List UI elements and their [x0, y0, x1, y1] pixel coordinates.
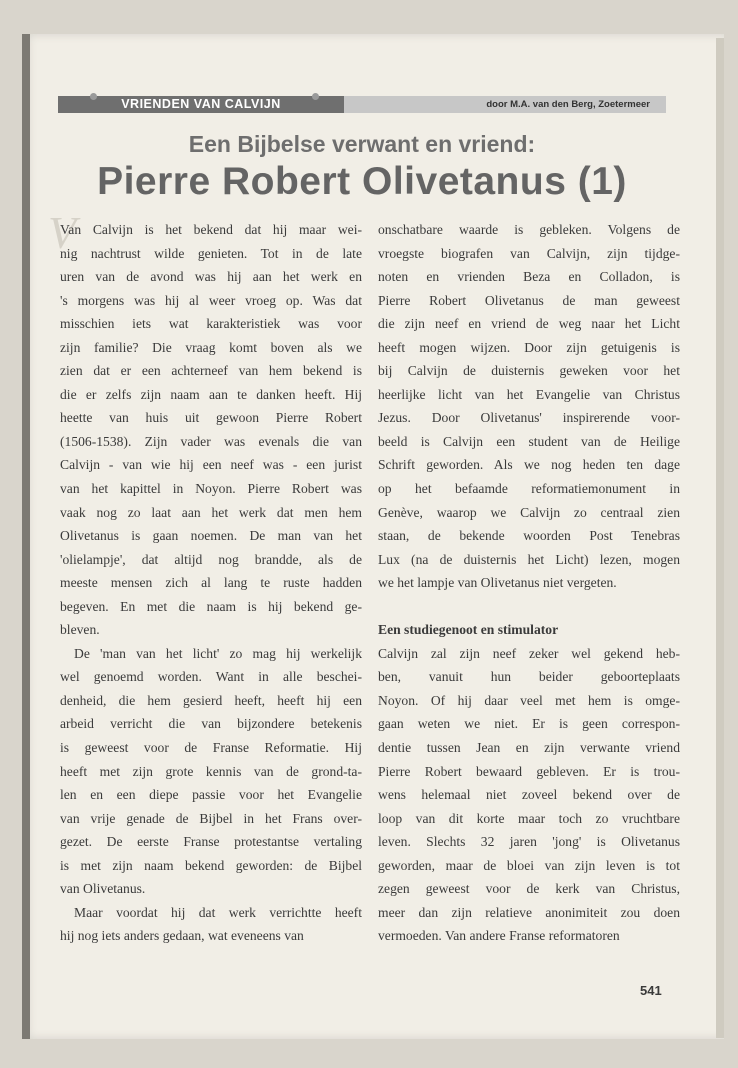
text-line: Maar voordat hij dat werk verrichtte heeft: [74, 904, 362, 920]
article-subtitle: Een Bijbelse verwant en vriend:: [188, 131, 536, 157]
text-line: uren van de avond was hij aan het werk en: [60, 269, 362, 285]
text-line: zijn familie? Die vraag komt boven als we: [60, 339, 362, 355]
text-line: heeft met zijn grote kennis van de grond-ta-: [60, 763, 362, 779]
text-line: vroegste biografen van Calvijn, zijn tijdge-: [378, 245, 680, 261]
text-line: begeven. En met die naam is hij bekend ge-: [60, 598, 362, 614]
text-line: [378, 595, 680, 619]
text-line: ben, vanuit hun beider geboorteplaats: [378, 669, 680, 685]
text-line: noten en vrienden Beza en Colladon, is: [378, 269, 680, 285]
text-line: Genève, waarop we Calvijn zo centraal zien: [378, 504, 680, 520]
text-line: Lux (na de duisternis het Licht) lezen, mogen: [378, 551, 680, 567]
text-line: bij Calvijn de duisternis geweken voor het: [378, 363, 680, 379]
text-line: heeft mogen wijzen. Door zijn getuigenis is: [378, 339, 680, 355]
text-line: gezet. De eerste Franse protestantse vertaling: [60, 834, 362, 850]
text-line: Noyon. Of hij daar veel met hem is omge-: [378, 692, 680, 708]
text-line: Pierre Robert Olivetanus de man geweest: [378, 292, 680, 308]
text-line: Calvijn - van wie hij een neef was - een jurist: [60, 457, 362, 473]
text-line: is geweest voor de Franse Reformatie. Hij: [60, 740, 362, 756]
text-line: bleven.: [60, 622, 100, 638]
text-line: Calvijn zal zijn neef zeker wel gekend heb-: [378, 645, 680, 661]
text-line: Olivetanus is gaan noemen. De man van het: [60, 528, 362, 544]
text-line: we het lampje van Olivetanus niet vergeten.: [378, 575, 617, 591]
text-line: onschatbare waarde is gebleken. Volgens de: [378, 222, 680, 237]
bullet-icon: [90, 93, 97, 100]
text-line: op het befaamde reformatiemonument in: [378, 481, 680, 497]
text-line: 's morgens was hij al weer vroeg op. Was dat: [60, 292, 362, 308]
section-label: VRIENDEN VAN CALVIJN: [121, 97, 281, 111]
bullet-icon: [312, 93, 319, 100]
text-line: zegen geweest voor de kerk van Christus,: [378, 881, 680, 897]
text-line: loop van dit korte maar toch zo vruchtbare: [378, 810, 680, 826]
page-spine: [22, 34, 30, 1039]
text-line: staan, de bekende woorden Post Tenebras: [378, 528, 680, 544]
text-line: wens helemaal niet zoveel bekend over de: [378, 787, 680, 803]
text-line: Schrift geworden. Als we nog heden ten dage: [378, 457, 680, 473]
text-line: Pierre Robert bewaard gebleven. Er is trou-: [378, 763, 680, 779]
section-header: [58, 96, 344, 113]
text-line: De 'man van het licht' zo mag hij werkelijk: [74, 645, 362, 661]
text-line: heette van huis uit gewoon Pierre Robert: [60, 410, 362, 426]
text-line: heerlijke licht van het Evangelie van Christus: [378, 386, 680, 402]
text-line: geworden, maar de bloei van zijn leven is tot: [378, 857, 680, 873]
text-line: is met zijn naam bekend geworden: de Bijbel: [60, 857, 362, 873]
article-title: Pierre Robert Olivetanus (1): [97, 160, 627, 203]
text-line: nig nachtrust wilde genieten. Tot in de late: [60, 245, 362, 261]
text-line: die zijn neef en vriend de weg naar het Licht: [378, 316, 680, 332]
dropcap-watermark: V: [48, 207, 77, 258]
page-edge: [716, 38, 724, 1038]
left-column: [60, 218, 362, 948]
text-line: meeste mensen zich al lang te ruste hadden: [60, 575, 362, 591]
text-line: vaak nog zo laat aan het werk dat men hem: [60, 504, 362, 520]
text-line: (1506-1538). Zijn vader was evenals die van: [60, 433, 362, 449]
author-byline: door M.A. van den Berg, Zoetermeer: [344, 96, 666, 113]
page-number: 541: [640, 983, 662, 998]
text-line: misschien iets wat karakteristiek was voor: [60, 316, 362, 332]
right-column: [378, 218, 680, 948]
text-line: len en een diepe passie voor het Evangelie: [60, 787, 362, 803]
text-line: 'olielampje', dat altijd nog brandde, als de: [60, 551, 362, 567]
text-line: Jezus. Door Olivetanus' inspirerende voor-: [378, 410, 680, 426]
text-line: van het kapittel in Noyon. Pierre Robert was: [60, 481, 362, 497]
text-line: denheid, die hem gesierd heeft, heeft hij een: [60, 692, 362, 708]
section-heading: Een studiegenoot en stimulator: [378, 622, 559, 638]
text-line: vermoeden. Van andere Franse reformatoren: [378, 928, 620, 944]
text-line: arbeid verricht die van bijzondere betekenis: [60, 716, 362, 732]
text-line: dentie tussen Jean en zijn verwante vriend: [378, 740, 680, 756]
text-line: hij nog iets anders gedaan, wat eveneens van: [60, 928, 304, 944]
text-line: die er zelfs zijn naam aan te danken heeft. Hij: [60, 386, 362, 402]
text-line: leven. Slechts 32 jaren 'jong' is Olivetanus: [378, 834, 680, 850]
text-line: meer dan zijn relatieve anonimiteit zou doen: [378, 904, 680, 920]
text-line: beeld is Calvijn een student van de Heilige: [378, 433, 680, 449]
text-line: wel genoemd worden. Want in alle beschei-: [60, 669, 362, 685]
text-line: van vrije genade de Bijbel in het Frans over-: [60, 810, 362, 826]
text-line: gaan weten we niet. Er is geen correspon-: [378, 716, 680, 732]
text-line: van Olivetanus.: [60, 881, 146, 897]
text-line: Van Calvijn is het bekend dat hij maar wei-: [60, 222, 362, 237]
text-line: zien dat er een achterneef van hem bekend is: [60, 363, 362, 379]
